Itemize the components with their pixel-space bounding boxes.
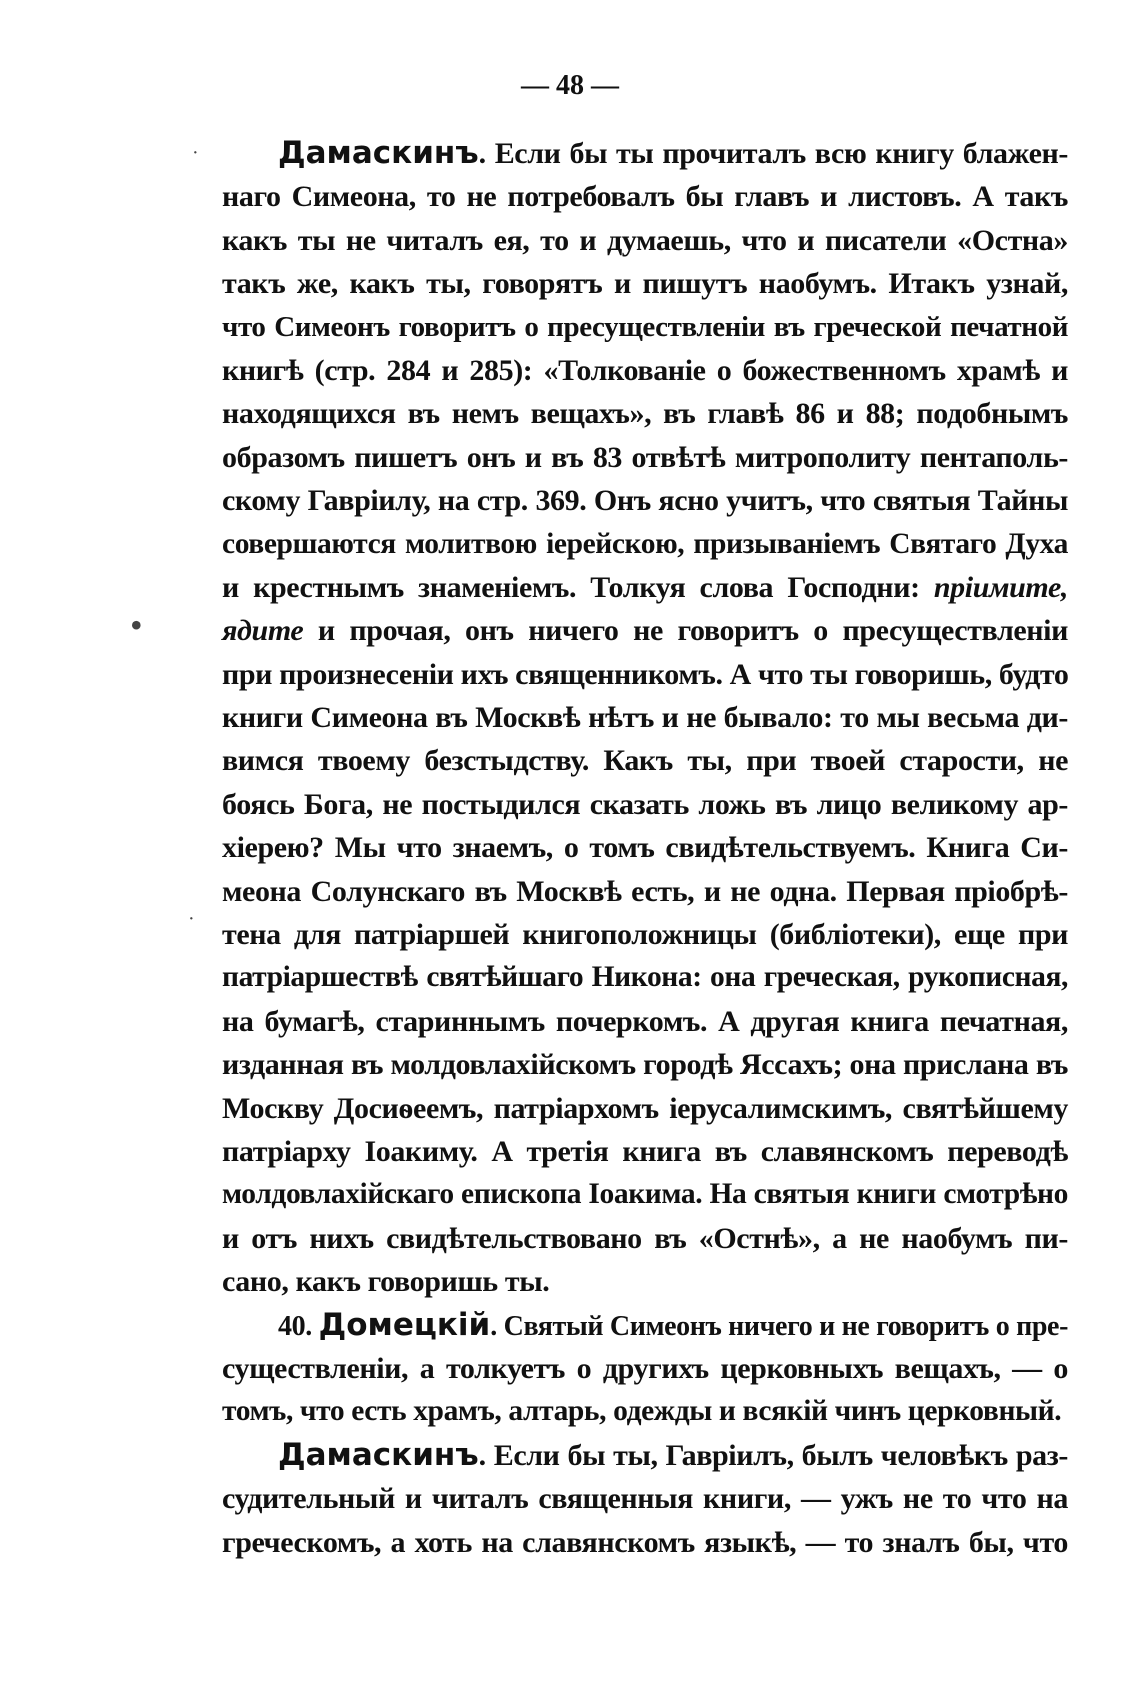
text-line: Дамаскинъ. Если бы ты, Гаврiилъ, былъ человѣкъ раз-	[278, 1436, 1068, 1473]
text-line: совершаются молитвою iерейскою, призыванiемъ Святаго Духа	[222, 527, 1068, 560]
text-line: наго Симеона, то не потребовалъ бы главъ и листовъ. А такъ	[222, 180, 1068, 214]
page-number: — 48 —	[521, 70, 619, 101]
text-line: что Симеонъ говоритъ о пресуществленiи въ греческой печатной	[222, 310, 1068, 343]
text-line: меона Солунскаго въ Москвѣ есть, и не одна. Первая прiобрѣ-	[222, 874, 1068, 908]
paragraph-number: 40.	[278, 1310, 312, 1342]
text-line: и крестнымъ знаменiемъ. Толкуя слова Господни: прiимите,	[222, 570, 1068, 604]
speaker-name: Дамаскинъ	[278, 1436, 479, 1473]
text-line: патрiаршествѣ святѣйшаго Никона: она греческая, рукописная,	[222, 961, 1068, 994]
text-line: 40. Домецкiй. Святый Симеонъ ничего и не говоритъ о пре-	[278, 1306, 1069, 1343]
text-line: греческомъ, а хоть на славянскомъ языкѣ, — то зналъ бы, что	[222, 1525, 1068, 1559]
page-text	[222, 132, 1068, 1564]
margin-mark: ·	[188, 908, 195, 930]
text-line: сано, какъ говоришь ты.	[222, 1265, 550, 1299]
text-line: при произнесенiи ихъ священникомъ. А что ты говоришь, будто	[222, 657, 1069, 691]
text-line: томъ, что есть храмъ, алтарь, одежды и всякiй чинъ церковный.	[222, 1395, 1062, 1428]
speaker-name: Дамаскинъ	[278, 135, 479, 171]
text-line: такъ же, какъ ты, говорятъ и пишутъ наобумъ. Итакъ узнай,	[222, 267, 1068, 301]
italic-quote: прiимите,	[933, 570, 1068, 604]
text-line: молдовлахiйскаго епископа Iоакима. На святыя книги смотрѣно	[222, 1178, 1068, 1211]
text-line: изданная въ молдовлахiйскомъ городѣ Яссахъ; она прислана въ	[222, 1048, 1068, 1082]
text-line: патрiарху Iоакиму. А третiя книга въ славянскомъ переводѣ	[222, 1134, 1068, 1168]
text-line: какъ ты не читалъ ея, то и думаешь, что и писатели «Остна»	[222, 223, 1068, 257]
text-line: на бумагѣ, стариннымъ почеркомъ. А другая книга печатная,	[222, 1004, 1068, 1038]
text-line: и отъ нихъ свидѣтельствовано въ «Остнѣ», а не наобумъ пи-	[222, 1221, 1068, 1255]
text-line: книги Симеона въ Москвѣ нѣтъ и не бывало: то мы весьма ди-	[222, 701, 1068, 735]
text-line: существленiи, а толкуетъ о другихъ церковныхъ вещахъ, — о	[222, 1351, 1068, 1385]
speaker-name: Домецкiй	[318, 1306, 491, 1343]
margin-mark: ·	[192, 142, 199, 164]
text-line: боясь Бога, не постыдился сказать ложь въ лицо великому ар-	[222, 787, 1068, 821]
text-line: Москву Досиѳеемъ, патрiархомъ iерусалимскимъ, святѣйшему	[222, 1091, 1068, 1125]
text-line: скому Гаврiилу, на стр. 369. Онъ ясно учитъ, что святыя Тайны	[222, 484, 1068, 518]
text-line: вимся твоему безстыдству. Какъ ты, при твоей старости, не	[222, 744, 1068, 778]
text-line: судительный и читалъ священныя книги, — ужъ не то что на	[222, 1482, 1068, 1516]
italic-quote: ядите	[222, 614, 304, 648]
text-line: тена для патрiаршей книгоположницы (библiотеки), еще при	[222, 918, 1068, 952]
text-line: книгѣ (стр. 284 и 285): «Толкованiе о божественномъ храмѣ и	[222, 353, 1068, 387]
text-line: находящихся въ немъ вещахъ», въ главѣ 86 и 88; подобнымъ	[222, 397, 1068, 431]
text-line: ядите и прочая, онъ ничего не говоритъ о пресуществленiи	[222, 614, 1068, 648]
margin-dot: •	[130, 605, 143, 645]
text-line: Дамаскинъ. Если бы ты прочиталъ всю книгу блажен-	[278, 135, 1068, 171]
text-line: образомъ пишетъ онъ и въ 83 отвѣтѣ митрополиту пентаполь-	[222, 440, 1068, 474]
text-line: хiерею? Мы что знаемъ, о томъ свидѣтельствуемъ. Книга Си-	[222, 831, 1068, 865]
